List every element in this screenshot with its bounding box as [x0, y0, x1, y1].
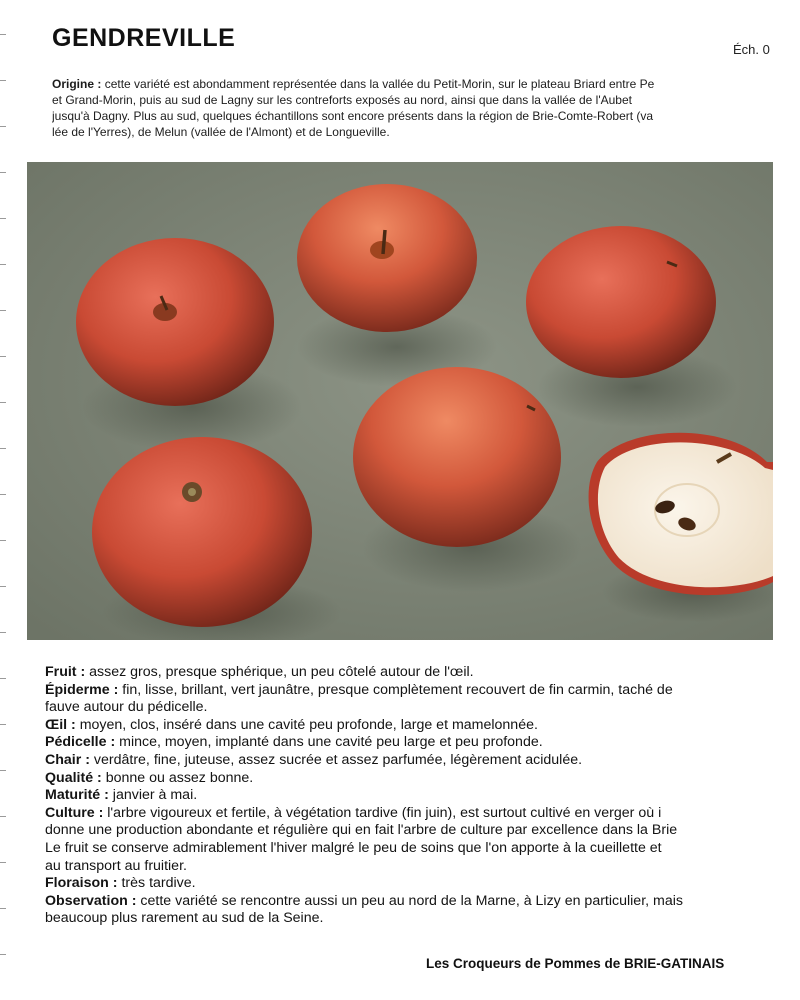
culture-row — [45, 805, 781, 823]
qualite-row — [45, 770, 781, 788]
fruit-text: assez gros, presque sphérique, un peu côtelé autour de l'œil. — [89, 664, 474, 680]
epiderme-text: fin, lisse, brillant, vert jaunâtre, presque complètement recouvert de fin carmin, taché de — [122, 681, 673, 698]
tick-mark — [0, 34, 6, 35]
apple-top-right — [526, 226, 716, 378]
variety-description — [45, 664, 781, 928]
variety-title: GENDREVILLE — [52, 24, 236, 52]
tick-mark — [0, 908, 6, 909]
origin-text: cette variété est abondamment représentée dans la vallée du Petit-Morin, sur le plateau Briard entre Pe — [104, 77, 655, 91]
tick-mark — [0, 448, 6, 449]
chair-label: Chair : — [45, 751, 90, 768]
tick-mark — [0, 356, 6, 357]
apple-bottom-left — [92, 437, 312, 627]
observation-label: Observation : — [45, 892, 137, 909]
tick-mark — [0, 126, 6, 127]
tick-mark — [0, 264, 6, 265]
floraison-label: Floraison : — [45, 875, 118, 892]
pedicelle-text: mince, moyen, implanté dans une cavité peu large et peu profonde. — [119, 734, 543, 751]
culture-cont: donne une production abondante et régulière qui en fait l'arbre de culture par excellence dans la Brie — [45, 822, 678, 839]
epiderme-label: Épiderme : — [45, 681, 119, 698]
tick-mark — [0, 80, 6, 81]
tick-mark — [0, 494, 6, 495]
floraison-text: très tardive. — [121, 875, 196, 892]
qualite-label: Qualité : — [45, 769, 102, 786]
tick-mark — [0, 540, 6, 541]
epiderme-cont: fauve autour du pédicelle. — [45, 699, 208, 716]
maturite-row — [45, 787, 781, 805]
culture-text: l'arbre vigoureux et fertile, à végétation tardive (fin juin), est surtout cultivé en verger où i — [107, 804, 662, 821]
tick-mark — [0, 310, 6, 311]
tick-mark — [0, 862, 6, 863]
apples-photo — [27, 162, 773, 640]
tick-mark — [0, 816, 6, 817]
origin-line: lée de l'Yerres), de Melun (vallée de l'Almont) et de Longueville. — [52, 125, 390, 139]
origin-line — [52, 76, 800, 92]
origin-label: Origine : — [52, 77, 102, 91]
chair-text: verdâtre, fine, juteuse, assez sucrée et assez parfumée, légèrement acidulée. — [93, 751, 583, 768]
publisher-footer: Les Croqueurs de Pommes de BRIE-GATINAIS — [426, 956, 725, 971]
culture-label: Culture : — [45, 804, 104, 821]
origin-paragraph — [52, 76, 800, 140]
sample-reference: Éch. 0 — [733, 42, 770, 57]
tick-mark — [0, 586, 6, 587]
floraison-row — [45, 875, 781, 893]
tick-mark — [0, 402, 6, 403]
observation-cont: beaucoup plus rarement au sud de la Seine. — [45, 910, 324, 927]
chair-row — [45, 752, 781, 770]
oeil-label: Œil : — [45, 716, 76, 733]
tick-mark — [0, 954, 6, 955]
tick-mark — [0, 632, 6, 633]
tick-mark — [0, 218, 6, 219]
origin-line: et Grand-Morin, puis au sud de Lagny sur les contreforts exposés au nord, ainsi que dans la vallée de l'Aubet — [52, 93, 632, 107]
culture-cont: au transport au fruitier. — [45, 857, 187, 874]
culture-cont: Le fruit se conserve admirablement l'hiver malgré le peu de soins que l'on apporte à la cueillette et — [45, 839, 662, 856]
qualite-text: bonne ou assez bonne. — [105, 769, 254, 786]
binder-tick-marks — [0, 0, 6, 1000]
apple-center — [353, 367, 561, 547]
oeil-row — [45, 717, 781, 735]
fruit-label: Fruit : — [45, 664, 86, 680]
observation-text: cette variété se rencontre aussi un peu au nord de la Marne, à Lizy en particulier, mais — [140, 892, 683, 909]
pedicelle-row — [45, 734, 781, 752]
tick-mark — [0, 678, 6, 679]
epiderme-row — [45, 682, 781, 700]
tick-mark — [0, 770, 6, 771]
apple-top-left — [76, 238, 274, 406]
maturite-label: Maturité : — [45, 787, 109, 804]
origin-line: jusqu'à Dagny. Plus au sud, quelques échantillons sont encore présents dans la région de Brie-Comte-Robert (va — [52, 109, 654, 123]
maturite-text: janvier à mai. — [112, 787, 198, 804]
apple-top-middle — [297, 184, 477, 332]
apples-illustration — [27, 162, 773, 640]
pedicelle-label: Pédicelle : — [45, 734, 116, 751]
tick-mark — [0, 724, 6, 725]
observation-row — [45, 893, 781, 911]
oeil-text: moyen, clos, inséré dans une cavité peu profonde, large et mamelonnée. — [79, 716, 538, 733]
fruit-row — [45, 664, 781, 682]
tick-mark — [0, 172, 6, 173]
